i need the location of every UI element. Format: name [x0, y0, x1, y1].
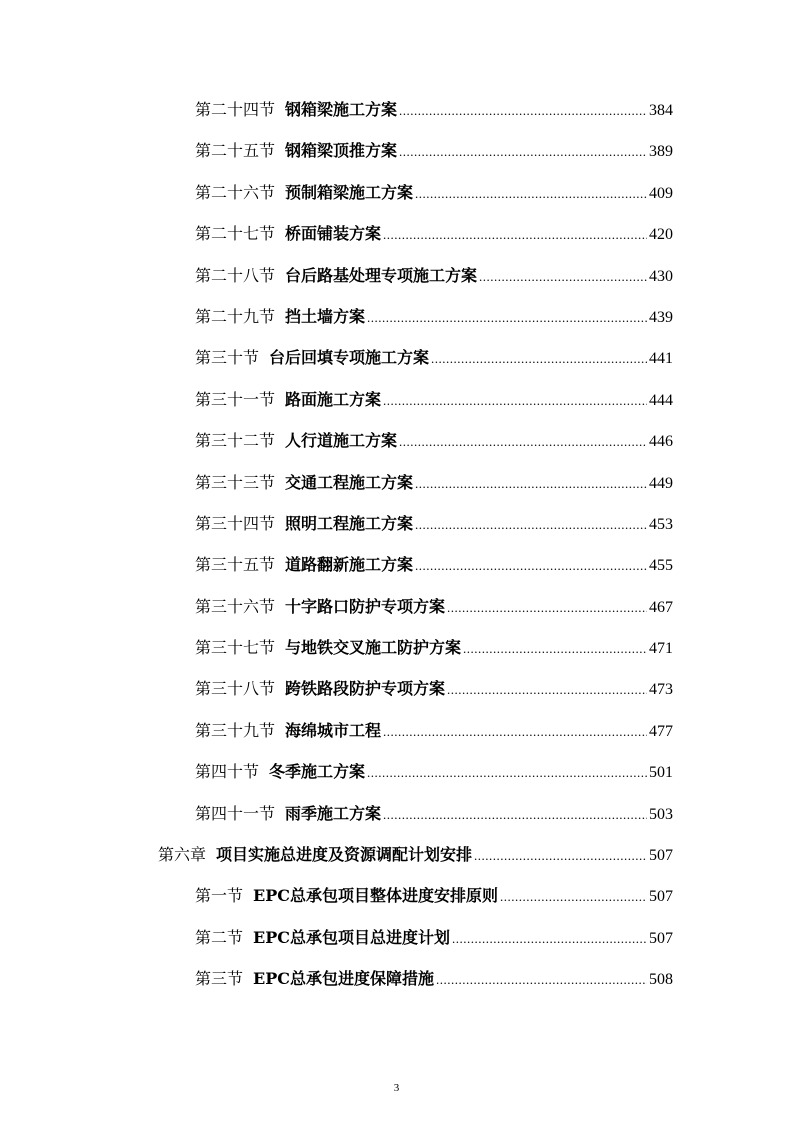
- toc-entry-page: 444: [649, 391, 673, 409]
- toc-entry-page: 453: [649, 515, 673, 533]
- toc-entry[interactable]: [195, 917, 673, 958]
- dot-leader: [479, 256, 647, 297]
- toc-entry-title: 十字路口防护专项方案: [285, 596, 446, 616]
- toc-entry-page: 507: [649, 888, 673, 906]
- toc-entry[interactable]: [195, 627, 673, 668]
- toc-entry-title: 预制箱梁施工方案: [285, 182, 414, 202]
- toc-entry[interactable]: [195, 958, 673, 999]
- toc-entry-page: 501: [649, 764, 673, 782]
- toc-entry-number: 第三十节: [195, 348, 260, 368]
- toc-entry-title: 台后路基处理专项施工方案: [285, 265, 478, 285]
- toc-entry-title: 挡土墙方案: [285, 306, 366, 326]
- toc-entry-page: 467: [649, 598, 673, 616]
- dot-leader: [431, 338, 647, 379]
- toc-entry[interactable]: [158, 834, 673, 875]
- toc-entry-number: 第二十五节: [195, 141, 276, 161]
- toc-entry-title: 海绵城市工程: [285, 720, 382, 740]
- toc-entry-number: 第三十九节: [195, 720, 276, 740]
- toc-entry[interactable]: [195, 337, 673, 378]
- toc-entry-page: 471: [649, 640, 673, 658]
- toc-entry-number: 第三十五节: [195, 555, 276, 575]
- dot-leader: [447, 587, 647, 628]
- toc-entry-title: 与地铁交叉施工防护方案: [285, 638, 462, 658]
- toc-entry-number: 第二十六节: [195, 182, 276, 202]
- toc-entry[interactable]: [195, 172, 673, 213]
- toc-entry-page: 420: [649, 226, 673, 244]
- toc-entry-number: 第三十二节: [195, 431, 276, 451]
- toc-entry-title: 道路翻新施工方案: [285, 555, 414, 575]
- toc-entry-page: 389: [649, 143, 673, 161]
- dot-leader: [500, 876, 647, 917]
- toc-entry[interactable]: [195, 462, 673, 503]
- dot-leader: [415, 173, 647, 214]
- toc-entry-title: 项目实施总进度及资源调配计划安排: [216, 845, 473, 865]
- toc-entry-number: 第四十节: [195, 762, 260, 782]
- dot-leader: [367, 752, 647, 793]
- toc-entry-page: 455: [649, 557, 673, 575]
- toc-entry-number: 第二十八节: [195, 265, 276, 285]
- dot-leader: [383, 380, 647, 421]
- dot-leader: [415, 504, 647, 545]
- toc-entry-title: 桥面铺装方案: [285, 224, 382, 244]
- toc-entry[interactable]: [195, 89, 673, 130]
- dot-leader: [415, 463, 647, 504]
- toc-entry-page: 430: [649, 267, 673, 285]
- toc-entry[interactable]: [195, 296, 673, 337]
- toc-entry-number: 第三十三节: [195, 472, 276, 492]
- toc-entry-page: 507: [649, 847, 673, 865]
- dot-leader: [452, 918, 647, 959]
- toc-entry-number: 第六章: [158, 845, 207, 865]
- dot-leader: [367, 297, 647, 338]
- toc-entry-page: 508: [649, 971, 673, 989]
- toc-entry-title: 人行道施工方案: [285, 431, 398, 451]
- toc-entry-page: 507: [649, 929, 673, 947]
- toc-entry[interactable]: [195, 255, 673, 296]
- toc-entry-title: 钢箱梁顶推方案: [285, 141, 398, 161]
- dot-leader: [399, 90, 647, 131]
- dot-leader: [436, 959, 647, 1000]
- toc-entry[interactable]: [195, 875, 673, 916]
- toc-entry-title: 路面施工方案: [285, 389, 382, 409]
- toc-entry[interactable]: [195, 668, 673, 709]
- toc-entry-number: 第二节: [195, 927, 244, 947]
- toc-entry-number: 第四十一节: [195, 803, 276, 823]
- toc-entry[interactable]: [195, 710, 673, 751]
- toc-entry-title: EPC总承包进度保障措施: [253, 969, 434, 989]
- page-number: 3: [393, 1082, 400, 1094]
- dot-leader: [447, 669, 647, 710]
- toc-entry[interactable]: [195, 793, 673, 834]
- toc-entry-number: 第二十四节: [195, 100, 276, 119]
- toc-entry-title: 跨铁路段防护专项方案: [285, 679, 446, 699]
- toc-entry[interactable]: [195, 503, 673, 544]
- toc-entry-number: 第三十七节: [195, 638, 276, 658]
- toc-entry-page: 473: [649, 681, 673, 699]
- dot-leader: [415, 545, 647, 586]
- toc-entry-title: EPC总承包项目总进度计划: [253, 927, 450, 947]
- table-of-contents: [0, 89, 793, 1000]
- toc-entry-title: 交通工程施工方案: [285, 472, 414, 492]
- toc-entry-number: 第三十一节: [195, 389, 276, 409]
- dot-leader: [474, 835, 647, 876]
- toc-entry-title: 台后回填专项施工方案: [269, 348, 430, 368]
- toc-entry[interactable]: [195, 379, 673, 420]
- toc-entry-page: 446: [649, 433, 673, 451]
- toc-entry-title: 冬季施工方案: [269, 762, 366, 782]
- toc-entry-number: 第三节: [195, 969, 244, 989]
- dot-leader: [383, 214, 647, 255]
- toc-entry-page: 503: [649, 805, 673, 823]
- toc-entry[interactable]: [195, 544, 673, 585]
- toc-entry-number: 第三十四节: [195, 513, 276, 533]
- toc-entry-page: 409: [649, 184, 673, 202]
- toc-entry-title: EPC总承包项目整体进度安排原则: [253, 886, 498, 906]
- toc-entry-page: 384: [649, 102, 673, 119]
- toc-entry-page: 441: [649, 350, 673, 368]
- toc-entry-page: 439: [649, 308, 673, 326]
- toc-entry-page: 477: [649, 722, 673, 740]
- toc-entry-number: 第一节: [195, 886, 244, 906]
- toc-entry[interactable]: [195, 420, 673, 461]
- dot-leader: [463, 628, 647, 669]
- toc-entry-number: 第二十七节: [195, 224, 276, 244]
- toc-entry[interactable]: [195, 586, 673, 627]
- toc-entry-page: 449: [649, 474, 673, 492]
- dot-leader: [383, 711, 647, 752]
- toc-entry-title: 照明工程施工方案: [285, 513, 414, 533]
- toc-entry-number: 第三十六节: [195, 596, 276, 616]
- toc-entry-number: 第三十八节: [195, 679, 276, 699]
- toc-entry-title: 钢箱梁施工方案: [285, 100, 398, 119]
- toc-entry-title: 雨季施工方案: [285, 803, 382, 823]
- toc-entry[interactable]: [195, 213, 673, 254]
- dot-leader: [399, 421, 647, 462]
- toc-entry[interactable]: [195, 130, 673, 171]
- toc-entry-number: 第二十九节: [195, 306, 276, 326]
- dot-leader: [399, 131, 647, 172]
- dot-leader: [383, 794, 647, 835]
- toc-entry[interactable]: [195, 751, 673, 792]
